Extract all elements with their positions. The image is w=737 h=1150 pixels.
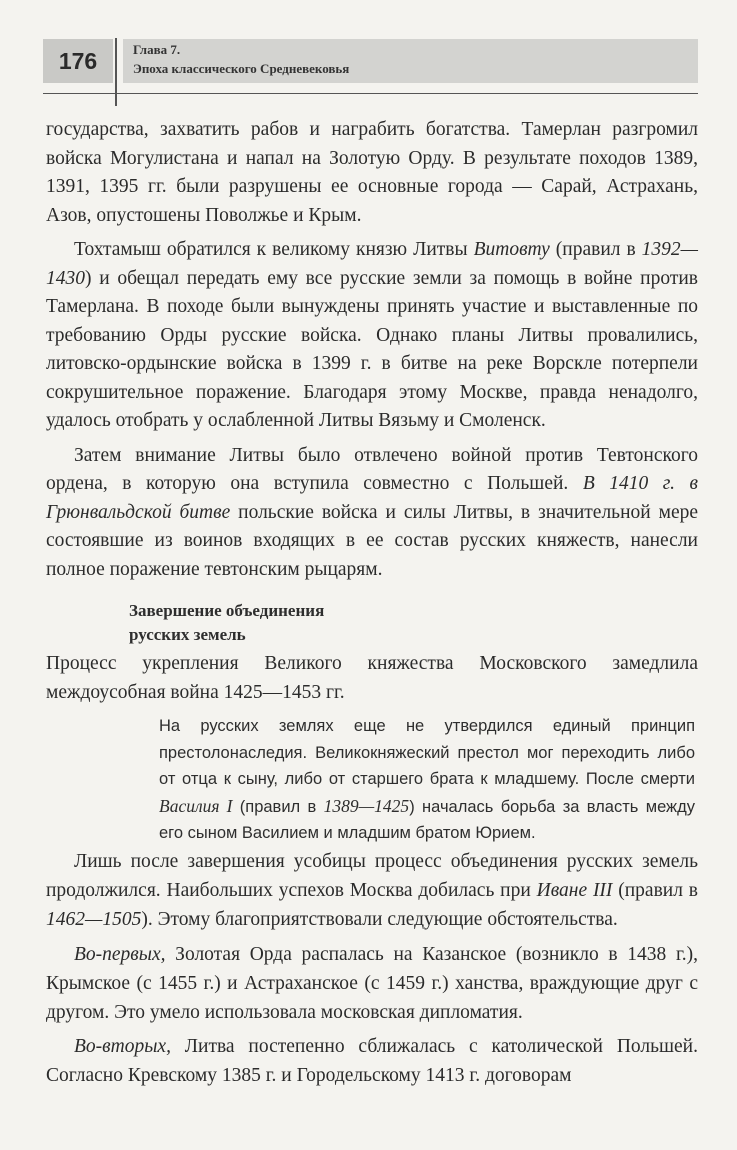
paragraph-6: Во-первых, Золотая Орда распалась на Казанское (возникло в 1438 г.), Крымское (с 1455 г.) и Астраханское (с 1459 г.) ханства, враждующие друг с другом. Это умело использовала московская дипломатия. bbox=[46, 943, 698, 1024]
paragraph-1: государства, захватить рабов и награбить богатства. Тамерлан разгромил войска Могулистана и напал на Золотую Орду. В результате походов 1389, 1391, 1395 гг. были разрушены ее основные города — Сарай, Астрахань, Азов, опустошены Поволжье и Крым. bbox=[46, 119, 698, 226]
paragraph-5: Лишь после завершения усобицы процесс объединения русских земель продолжился. Наибольших успехов Москва добилась при Иване III (правил в 1462—1505). Этому благоприятствовали следующие обстоятельства. bbox=[46, 851, 698, 931]
paragraph-7: Во-вторых, Литва постепенно сближалась с католической Польшей. Согласно Кревскому 1385 г. и Городельскому 1413 г. договорам bbox=[46, 1036, 698, 1087]
paragraph-2: Тохтамыш обратился к великому князю Литвы Витовту (правил в 1392—1430) и обещал передать ему все русские земли за помощь в войне против Тамерлана. В походе были вынуждены принять участие и выставленные по требованию Орды русские войска. Однако планы Литвы провалились, литовско-ордынские войска в 1399 г. в битве на реке Ворскле потерпели сокрушительное поражение. Благодаря этому Москве, правда ненадолго, удалось отобрать у ослабленной Литвы Вязьму и Смоленск. bbox=[46, 239, 698, 431]
main-text-continued bbox=[46, 847, 698, 1091]
section-heading: Завершение объединения русских земель bbox=[129, 601, 325, 644]
sidebar-note bbox=[159, 713, 695, 847]
section-intro bbox=[46, 650, 698, 707]
paragraph-3: Затем внимание Литвы было отвлечено войной против Тевтонского ордена, в которую она вступила совместно с Польшей. В 1410 г. в Грюнвальдской битве польские войска и силы Литвы, в значительной мере состоявшие из воинов входящих в ее состав русских княжеств, нанесли полное поражение тевтонским рыцарям. bbox=[46, 444, 699, 580]
chapter-band bbox=[123, 39, 698, 83]
header-horizontal-rule bbox=[43, 93, 698, 94]
chapter-number: Глава 7. bbox=[133, 42, 181, 57]
running-header bbox=[43, 39, 698, 89]
note-paragraph: На русских землях еще не утвердился единый принцип престолонаследия. Великокняжеский престол мог переходить либо от отца к сыну, либо от старшего брата к младшему. После смерти Василия I (правил в 1389—1425) началась борьба за власть между его сыном Василием и младшим братом Юрием. bbox=[159, 717, 695, 842]
header-vertical-rule bbox=[115, 38, 117, 106]
page-number: 176 bbox=[43, 39, 113, 83]
main-text bbox=[46, 116, 698, 584]
paragraph-4: Процесс укрепления Великого княжества Московского замедлила междоусобная война 1425—1453 гг. bbox=[46, 653, 698, 703]
chapter-title: Эпоха классического Средневековья bbox=[133, 61, 350, 76]
